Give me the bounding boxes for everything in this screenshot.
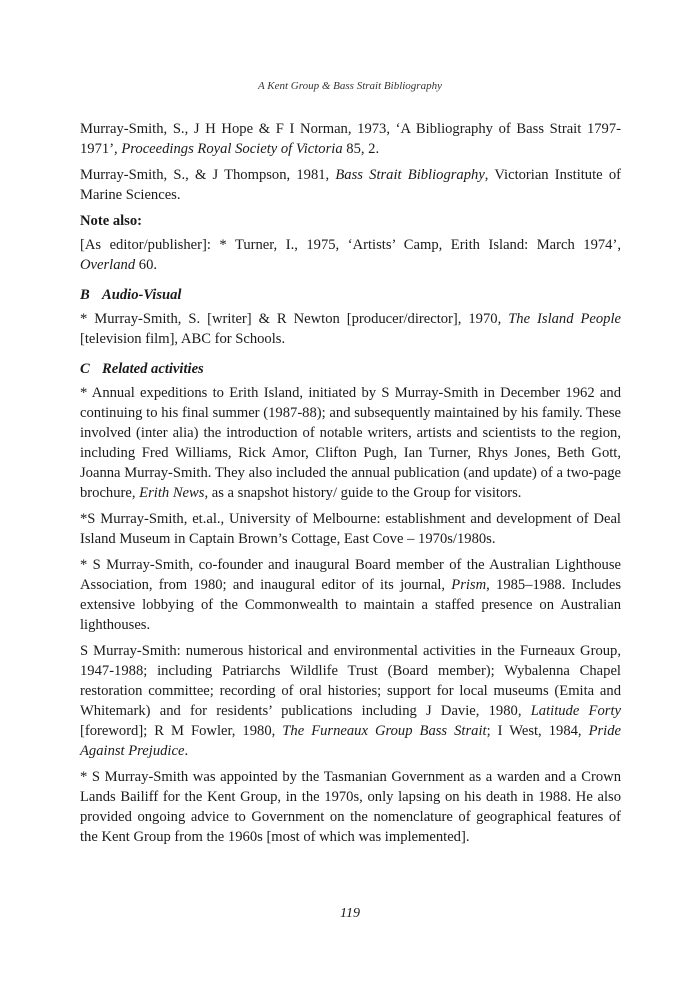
entry-text: * S Murray-Smith, co-founder and inaugural Board member of the Australian Lighthouse Association, from 1980; and inaugural editor of its journal, xyxy=(80,557,621,593)
page-number: 119 xyxy=(340,906,360,921)
entry-text: Murray-Smith, S., J H Hope & F I Norman, 1973, ‘A Bibliography of Bass Strait 1797-1971’, xyxy=(80,121,621,157)
entry-text: , 1985–1988. Includes extensive lobbying of the Commonwealth to maintain a staffed presence on Australian lighthouses. xyxy=(80,577,621,633)
note-entries-list xyxy=(80,235,621,275)
entry-text: S Murray-Smith: numerous historical and environmental activities in the Furneaux Group, 1947-1988; including Patriarchs Wildlife Trust (Board member); Wybalenna Chapel restoration committee; recording of oral histories; support for local museums (Emita and Whitemark) and for residents’ publications including J Davie, 1980, xyxy=(80,643,621,719)
entry-text: [television film], ABC for Schools. xyxy=(80,331,286,347)
entry-italic-title: Bass Strait Bibliography xyxy=(335,167,485,183)
entry-text: 60. xyxy=(135,257,158,273)
entry-italic-title: Pride Against Prejudice xyxy=(80,723,622,759)
entry-italic-title: The Furneaux Group Bass Strait xyxy=(282,723,487,739)
running-head: A Kent Group & Bass Strait Bibliography xyxy=(258,80,442,92)
entry-italic-title: Proceedings Royal Society of Victoria xyxy=(121,141,343,157)
page-content xyxy=(80,119,621,853)
section-b-letter: B xyxy=(80,287,90,303)
bibliography-entry xyxy=(80,767,621,847)
entries-list xyxy=(80,119,621,205)
section-b-title: Audio-Visual xyxy=(102,287,182,303)
entry-text: , Victorian Institute of Marine Sciences. xyxy=(80,167,621,203)
section-c-entries xyxy=(80,383,621,847)
bibliography-entry xyxy=(80,383,621,503)
entry-italic-title: Erith News xyxy=(139,485,205,501)
bibliography-entry xyxy=(80,641,621,761)
entry-italic-title: Overland xyxy=(80,257,136,273)
entry-text: [foreword]; R M Fowler, 1980, xyxy=(80,723,283,739)
section-c-heading xyxy=(80,359,621,379)
entry-text: [As editor/publisher]: * Turner, I., 1975, ‘Artists’ Camp, Erith Island: March 1974’, xyxy=(80,237,621,253)
entry-text: * S Murray-Smith was appointed by the Tasmanian Government as a warden and a Crown Lands Bailiff for the Kent Group, in the 1970s, only lapsing on his death in 1988. He also provided ongoing advice to Government on the nomenclature of geographical features of the Kent Group from the 1960s [most of which was implemented]. xyxy=(80,769,621,845)
entry-italic-title: The Island People xyxy=(508,311,621,327)
entry-text: ; I West, 1984, xyxy=(486,723,589,739)
entry-italic-title: Latitude Forty xyxy=(530,703,621,719)
note-heading: Note also: xyxy=(80,213,143,229)
section-c-title: Related activities xyxy=(102,361,204,377)
bibliography-entry xyxy=(80,309,621,349)
entry-text: , as a snapshot history/ guide to the Group for visitors. xyxy=(204,485,522,501)
entry-text: Murray-Smith, S., & J Thompson, 1981, xyxy=(80,167,336,183)
entry-italic-title: Prism xyxy=(451,577,487,593)
bibliography-entry xyxy=(80,119,621,159)
bibliography-entry xyxy=(80,235,621,275)
bibliography-entry xyxy=(80,165,621,205)
section-b-entries xyxy=(80,309,621,349)
bibliography-entry xyxy=(80,509,621,549)
entry-text: *S Murray-Smith, et.al., University of Melbourne: establishment and development of Deal Island Museum in Captain Brown’s Cottage, East Cove – 1970s/1980s. xyxy=(80,511,621,547)
entry-text: * Murray-Smith, S. [writer] & R Newton [producer/director], 1970, xyxy=(80,311,509,327)
section-b-heading xyxy=(80,285,621,305)
bibliography-entry xyxy=(80,555,621,635)
entry-text: . xyxy=(184,743,189,759)
entry-text: * Annual expeditions to Erith Island, initiated by S Murray-Smith in December 1962 and continuing to his final summer (1987-88); and subsequently maintained by his family. These involved (inter alia) the introduction of notable writers, artists and scientists to the region, including Fred Williams, Rick Amor, Clifton Pugh, Ian Turner, Rhys Jones, Beth Gott, Joanna Murray-Smith. They also included the annual publication (and update) of a two-page brochure, xyxy=(80,385,621,501)
section-c-letter: C xyxy=(80,361,90,377)
entry-text: 85, 2. xyxy=(342,141,380,157)
